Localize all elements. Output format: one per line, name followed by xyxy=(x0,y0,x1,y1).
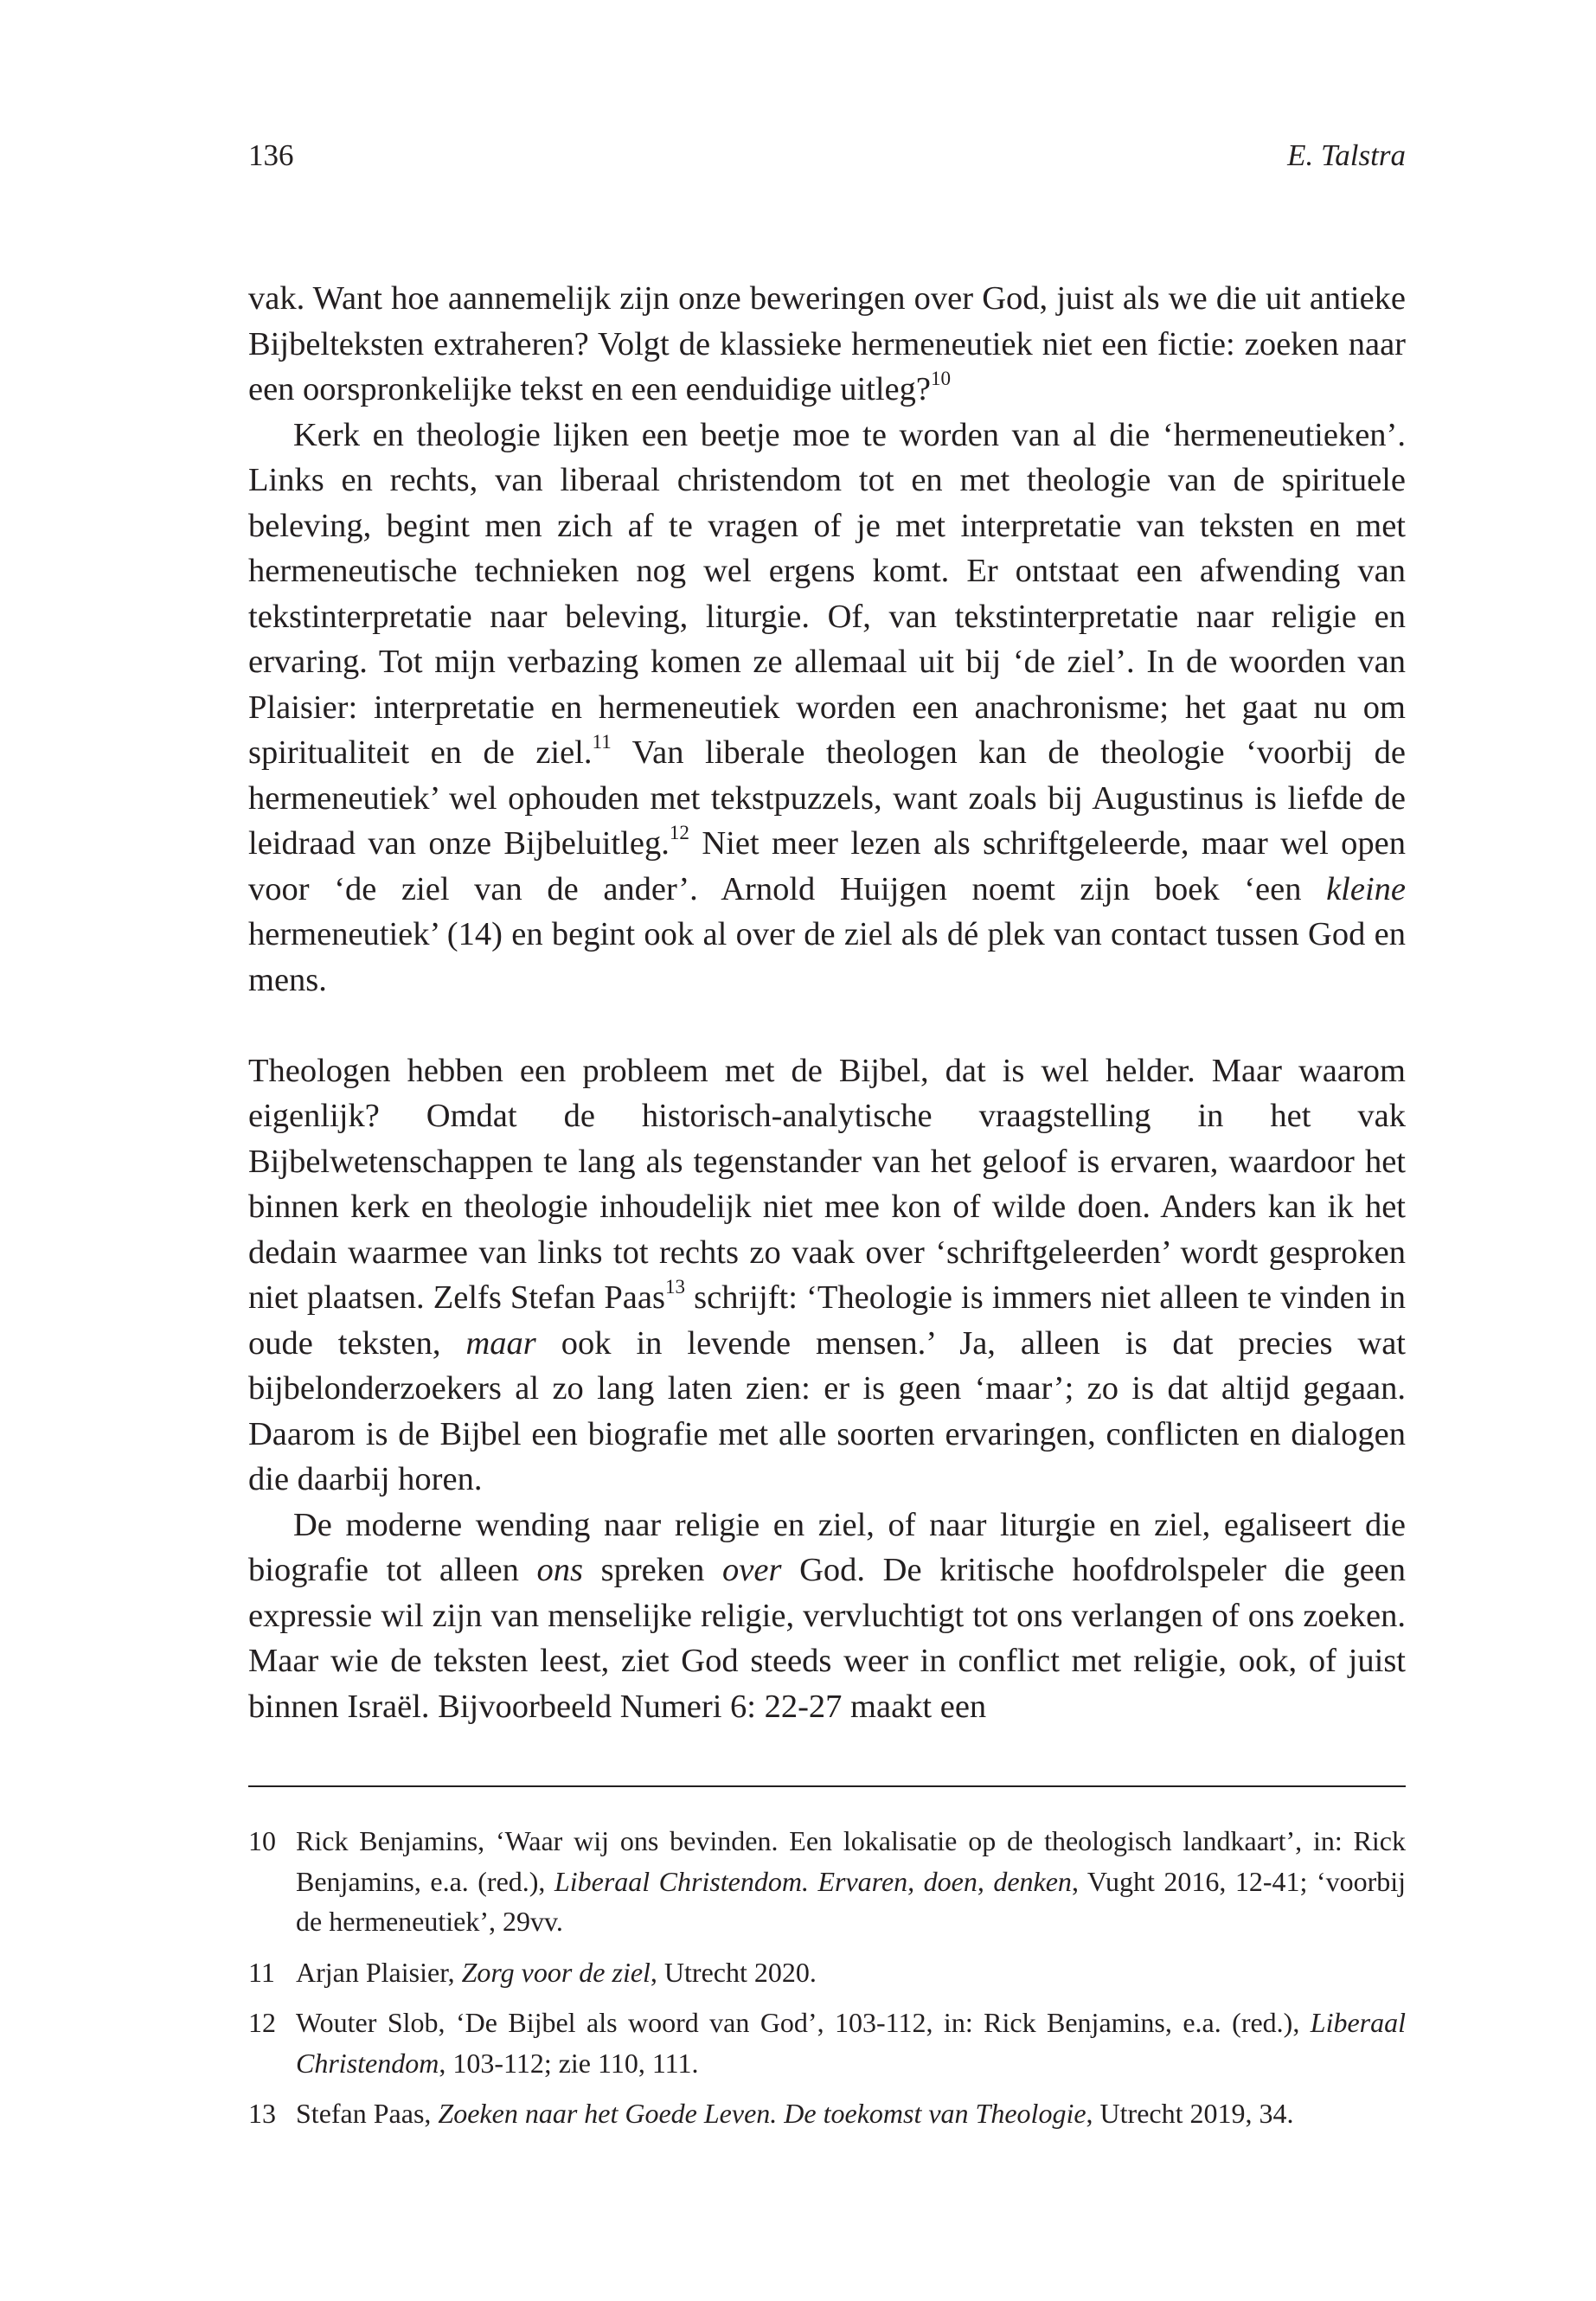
paragraph-4: De moderne wending naar religie en ziel, of naar liturgie en ziel, egaliseert die biografie tot alleen ons spreken over God. De kritische hoofdrolspeler die geen expressie wil zijn van menselijke religie, vervluchtigt tot ons verlangen of ons zoeken. Maar wie de teksten leest, ziet God steeds weer in conflict met religie, ook, of juist binnen Israël. Bijvoorbeeld Numeri 6: 22-27 maakt een xyxy=(248,1506,1406,1725)
footnote-ref-10[interactable]: 10 xyxy=(930,366,952,389)
footnote-ref-13[interactable]: 13 xyxy=(664,1274,686,1298)
page-number: 136 xyxy=(248,138,294,172)
footnote-11: 11 Arjan Plaisier, Zorg voor de ziel, Utrecht 2020. xyxy=(248,1952,1406,1993)
body-text xyxy=(248,276,1406,1729)
footnote-number: 13 xyxy=(248,2098,276,2129)
footnote-number: 12 xyxy=(248,2007,276,2038)
footnote-number: 11 xyxy=(248,1956,275,1988)
footnotes xyxy=(248,1821,1406,2144)
running-head: E. Talstra xyxy=(1287,138,1406,172)
footnote-12: 12 Wouter Slob, ‘De Bijbel als woord van God’, 103-112, in: Rick Benjamins, e.a. (red.), Liberaal Christendom, 103-112; zie 110, 111. xyxy=(248,2003,1406,2083)
paragraph-1: vak. Want hoe aannemelijk zijn onze beweringen over God, juist als we die uit antieke Bijbelteksten extraheren? Volgt de klassieke hermeneutiek niet een fictie: zoeken naar een oorspronkelijke tekst en een eenduidige uitleg?$^{10}$ xyxy=(248,280,1406,407)
footnote-10: 10 Rick Benjamins, ‘Waar wij ons bevinden. Een lokalisatie op de theologisch landkaart’, in: Rick Benjamins, e.a. (red.), Liberaal Christendom. Ervaren, doen, denken, Vught 2016, 12-41; ‘voorbij de hermeneutiek’, 29vv. xyxy=(248,1821,1406,1942)
footnote-ref-12[interactable]: 12 xyxy=(669,820,689,843)
page-header xyxy=(248,130,1406,182)
footnote-ref-11[interactable]: 11 xyxy=(592,729,612,753)
footnote-13: 13 Stefan Paas, Zoeken naar het Goede Leven. De toekomst van Theologie, Utrecht 2019, 34. xyxy=(248,2093,1406,2134)
paragraph-3: Theologen hebben een probleem met de Bijbel, dat is wel helder. Maar waarom eigenlijk? Omdat de historisch-analytische vraagstelling in het vak Bijbelwetenschappen te lang als tegenstander van het geloof is ervaren, waardoor het binnen kerk en theologie inhoudelijk niet mee kon of wilde doen. Anders kan ik het dedain waarmee van links tot rechts zo vaak over ‘schriftgeleerden’ wordt gesproken niet plaatsen. Zelfs Stefan Paas$^{13}$ schrijft: ‘Theologie is immers niet alleen te vinden in oude teksten, maar ook in levende mensen.’ Ja, alleen is dat precies wat bijbelonderzoekers al zo lang laten zien: er is geen ‘maar’; zo is dat altijd gegaan. Daarom is de Bijbel een biografie met alle soorten ervaringen, conflicten en dialogen die daarbij horen. xyxy=(248,1052,1407,1497)
footnote-divider xyxy=(248,1785,1406,1787)
footnote-number: 10 xyxy=(248,1825,276,1856)
paragraph-2: Kerk en theologie lijken een beetje moe te worden van al die ‘hermeneutieken’. Links en rechts, van liberaal christendom tot en met theologie van de spirituele beleving, begint men zich af te vragen of je met interpretatie van teksten en met hermeneutische technieken nog wel ergens komt. Er ontstaat een afwending van tekstinterpretatie naar beleving, liturgie. Of, van tekstinterpretatie naar religie en ervaring. Tot mijn verbazing komen ze allemaal uit bij ‘de ziel’. In de woorden van Plaisier: interpretatie en hermeneutiek worden een anachronisme; het gaat nu om spiritualiteit en de ziel.$^{11}$ Van liberale theologen kan de theologie ‘voorbij de hermeneutiek’ wel ophouden met tekstpuzzels, want zoals bij Augustinus is liefde de leidraad van onze Bijbeluitleg.$^{12}$ Niet meer lezen als schriftgeleerde, maar wel open voor ‘de ziel van de ander’. Arnold Huijgen noemt zijn boek ‘een kleine hermeneutiek’ (14) en begint ook al over de ziel als dé plek van contact tussen God en mens. xyxy=(248,416,1407,998)
